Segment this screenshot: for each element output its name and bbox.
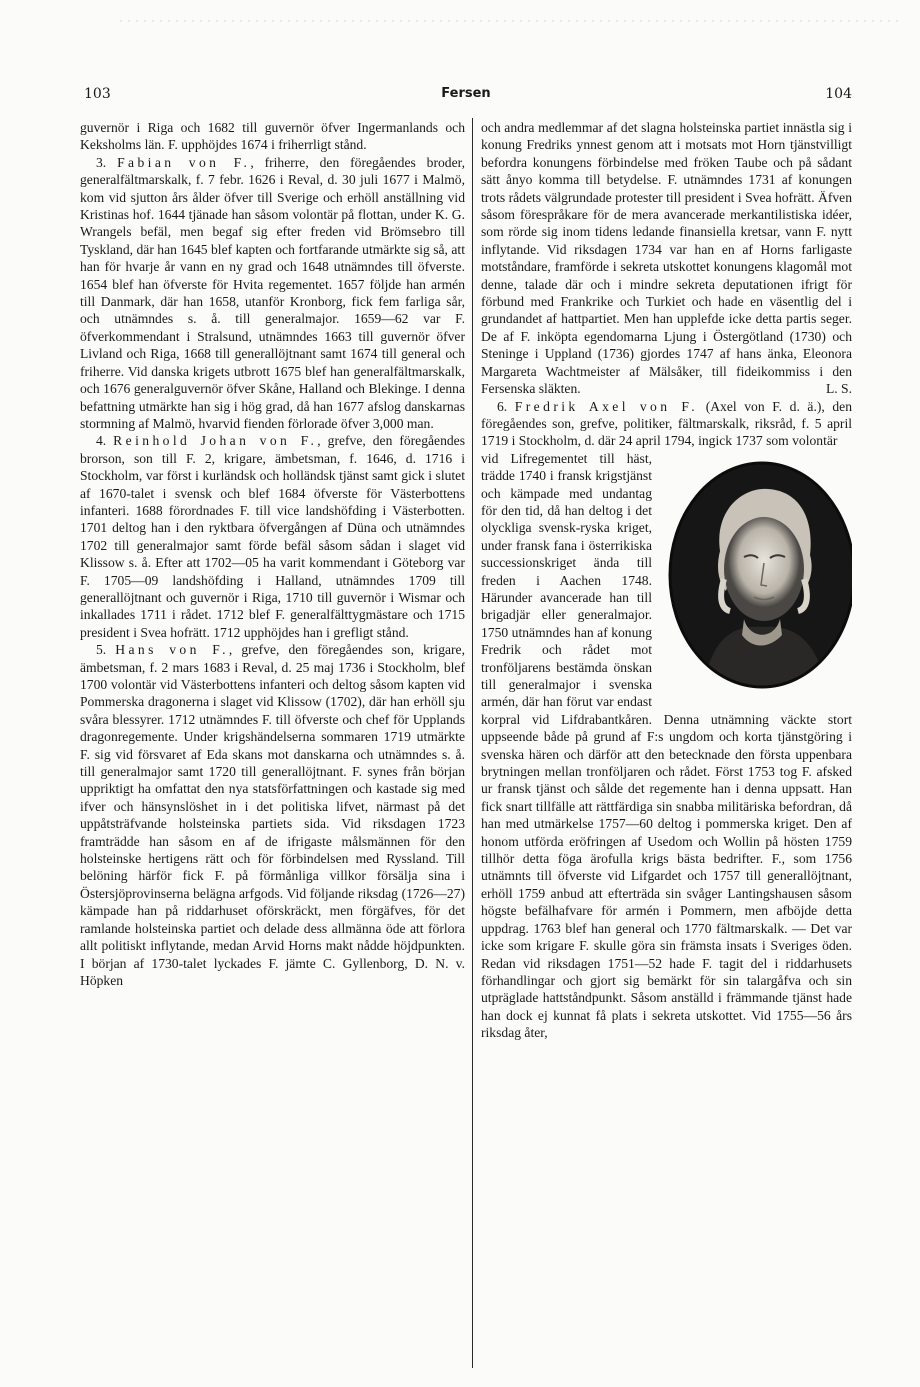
page-number-right: 104 [825, 86, 852, 102]
page-number-left: 103 [84, 86, 111, 102]
entry-fabian [80, 154, 465, 433]
entry-text: (Axel von F. d. ä.), den föregåendes son, grefve, politiker, fältmarskalk, riksråd, f. 5 april 1719 i Stockholm, d. där 24 april 1794, ingick 1737 som volontär [481, 398, 852, 449]
entry-name: Reinhold Johan von F. [113, 433, 318, 449]
portrait [660, 456, 852, 694]
entry-text: och andra medlemmar af det slagna holsteinska partiet innästla sig i konung Fredriks ynnest genom att i motsats mot Horn tjänstvilligt befordra konungens förbindelse med fröken Taube och på sådant sätt ånyo komma till betydelse. F. utnämndes 1731 af konungen trots rådets välgrundade protester till president i Svea hofrätt. Äfven såsom förespråkare för de mera avancerade merkantilistiska idéer, som rörde sig inom tidens ledande finansiella kretsar, vann F. nytt inflytande. Vid riksdagen 1734 var han en af Horns farligaste motståndare, framförde i sekreta utskottet konungens klagomål mot denne, talade där och i mindre sekreta deputationen ifrigt för förbund med Frankrike och Turkiet och hade en väsentlig del i grundandet af hattpartiet. Men han upplefde icke detta partis seger. De af F. inköpta egendomarna Ljung i Östergötland (1730) och Steninge i Uppland (1736) gjordes 1747 af hans änka, Eleonora Margareta Wachtmeister af Mälsåker, till fideikommiss i den Fersenska släkten. [481, 120, 852, 397]
entry-hans [80, 641, 465, 989]
entry-number: 3. [96, 154, 107, 170]
entry-reinhold-johan [80, 432, 465, 641]
entry-number: 6. [497, 398, 508, 414]
column-divider [472, 118, 473, 1368]
paragraph-continuation [481, 119, 852, 398]
oval-engraved-portrait-icon [664, 459, 852, 691]
left-column [80, 119, 465, 1369]
entry-text: , grefve, den föregåendes son, krigare, ämbetsman, f. 2 mars 1683 i Reval, d. 25 maj 1736 i Stockholm, blef 1700 volontär vid Västerbottens infanteri och deltog såsom kapten vid Pommerska dragonerna i slaget vid Klissow (1702), där han erhöll sju svåra blessyrer. 1712 utnämndes F. till öfverste och chef för Upplands dragonregemente. Under krigshändelserna sommaren 1719 utmärkte F. sig vid försvaret af Eda skans mot danskarna och utnämndes s. å. till generalmajor samt 1720 till generallöjtnant. F. synes från början uppriktigt ha omfattat den nya statsförfattningen och kastade sig med ifver och hänsynslöshet in i det politiska lifvet, närmast på det uppåtsträfvande holsteinska partiets sida. Vid riksdagen 1723 framträdde han såsom en af de ifrigaste målsmännen för den holsteinske hertigens rätt och för förbindelsen med Ryssland. Till belöning härför fick F. på förmånliga villkor försälja sina i Östersjöprovinserna belägna arfgods. Vid följande riksdag (1726—27) kämpade han på riddarhuset oförskräckt, men förgäfves, för det ramlande holsteinska partiet och delade dess allmänna öde att förlora allt politiskt inflytande, medan Arvid Horns makt nådde höjdpunkten. I början af 1730-talet lyckades F. jämte C. Gyllenborg, D. N. v. Höpken [80, 642, 465, 988]
author-signature: L. S. [825, 381, 852, 397]
entry-name: Fredrik Axel von F. [514, 398, 699, 414]
page-header [80, 86, 852, 106]
scan-top-edge [120, 10, 900, 18]
entry-text: , grefve, den föregåendes brorson, son till F. 2, krigare, ämbetsman, f. 1646, d. 1716 i Stockholm, var först i kurländsk och holländsk tjänst samt gick i slutet af 1670-talet i svensk och blef 1684 öfverste för Västerbottens infanteri. 1688 förordnades F. till vice landshöfding i Västerbotten. 1701 deltog han i den ryktbara öfvergången af Düna och utnämndes 1702 till generalmajor samt förde befäl såsom sådan i slaget vid Klissow s. å. Efter att 1702—05 ha varit kommendant i Göteborg var F. 1705—09 landshöfding i Halland, utnämndes 1709 till generallöjtnant och guvernör i Riga, 1710 till guvernör i Wismar och inkallades 1711 i rådet. 1712 blef F. generalfälttygmästare och 1715 president i Svea hofrätt. 1712 upphöjdes han i grefligt stånd. [80, 433, 465, 640]
entry-fredrik-axel [481, 398, 852, 450]
right-column [481, 119, 852, 1369]
entry-number: 4. [96, 433, 107, 449]
entry-name: Hans von F. [115, 642, 229, 658]
scan-noise-icon [120, 17, 900, 25]
entry-text-continued: vid Lifregementet till häst, trädde 1740 i fransk krigstjänst och kämpade med undantag för den tid, då han deltog i det olyckliga svensk-ryska kriget, under fransk fana i österrikiska successionskriget ända till freden i Aachen 1748. Härunder avancerade han till brigadjär eller generalmajor. 1750 utnämndes han af konung Fredrik och rådet mot tronföljarens bestämda önskan till generalmajor i svenska armén, där han förut var endast korpral vid Lifdrabantkåren. Denna utnämning väckte stort uppseende både på grund af F:s ungdom och korta tjänstgöring i svenska hären och därför att den betecknade den första uppenbara brytningen mellan tronföljaren och rådet. Först 1753 tog F. afsked ur fransk tjänst och sålde det regemente han i denna uppsatt. Han fick snart tillfälle att rättfärdiga sin snabba militäriska befordran, då han med utmärkelse 1757—60 deltog i pommerska kriget. Den af honom utförda eröfringen af Usedom och Wollin på hösten 1759 tillhör detta föga ärofulla krigs bästa bedrifter. F., som 1756 utnämnts till öfverste vid Lifgardet och 1757 till generallöjtnant, erhöll 1759 anbud att efterträda sin svåger Lantingshausen såsom högste befälhafvare för armén i Pommern, men afböjde detta uppdrag. 1763 blef han general och 1770 fältmarskalk. — Det var icke som krigare F. skulle göra sin främsta insats i Sveriges öden. Redan vid riksdagen 1751—52 hade F. tagit del i riddarhusets förhandlingar och gjort sig bemärkt för sin talargåfva och sin utpräglade hattståndpunkt. Såsom anställd i främmande tjänst hade han dock ej kunnat få plats i sekreta utskottet. Vid 1755—56 års riksdag åter, [481, 450, 852, 1041]
entry-number: 5. [96, 642, 107, 658]
entry-name: Fabian von F. [117, 154, 251, 170]
entry-text: , friherre, den föregåendes broder, generalfältmarskalk, f. 7 febr. 1626 i Reval, d. 30 juli 1677 i Malmö, kom vid sjutton års ålder öfver till Sverige och erhöll anställning vid Kristinas hof. 1644 tjänade han såsom volontär på flottan, under K. G. Wrangels befäl, men begaf sig efter freden vid Brömsebro till Tyskland, där han 1645 blef kapten och fortfarande utmärkte sig så, att han för hvarje år vann en ny grad och 1648 utnämndes till öfverste. 1654 blef han öfverste för Hvita regementet. 1657 följde han armén till Danmark, där han 1658, utanför Kronborg, fick fem farliga sår, och utnämndes s. å. till generalmajor. 1659—62 var F. öfverkommendant i Stralsund, utnämndes 1663 till guvernör öfver Livland och Riga, 1668 till generallöjtnant samt 1674 till general och friherre. Vid danska krigets utbrott 1675 blef han generalfältmarskalk, och 1676 generalguvernör öfver Skåne, Halland och Blekinge. I denna befattning utmärkte han sig i hög grad, då han 1677 afslog danskarnas stormning af Malmö, hvarvid fienden förlorade öfver 3,000 man. [80, 154, 465, 431]
running-title: Fersen [441, 86, 491, 101]
paragraph-continuation: guvernör i Riga och 1682 till guvernör öfver Ingermanlands och Keksholms län. F. upphöjdes 1674 i friherrligt stånd. [80, 120, 465, 153]
